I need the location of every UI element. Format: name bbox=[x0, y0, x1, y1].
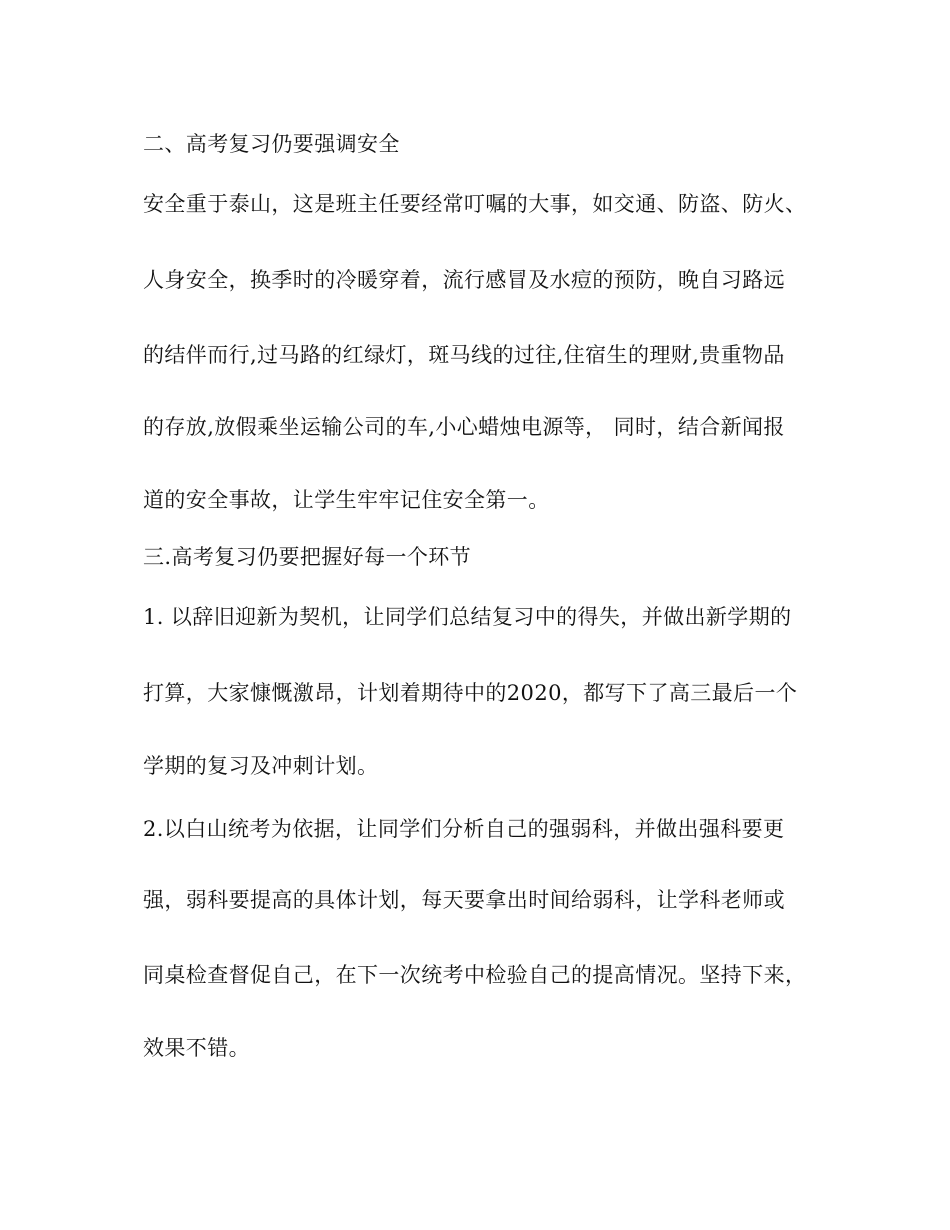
paragraph-line: 1. 以辞旧迎新为契机，让同学们总结复习中的得失，并做出新学期的 bbox=[143, 605, 792, 629]
paragraph-line: 强，弱科要提高的具体计划，每天要拿出时间给弱科，让学科老师或 bbox=[143, 888, 785, 912]
paragraph-line: 的存放,放假乘坐运输公司的车,小心蜡烛电源等， 同时，结合新闻报 bbox=[143, 415, 785, 439]
paragraph-line: 学期的复习及冲刺计划。 bbox=[143, 754, 379, 778]
paragraph-line: 人身安全，换季时的冷暖穿着，流行感冒及水痘的预防，晚自习路远 bbox=[143, 268, 785, 292]
paragraph-line: 安全重于泰山，这是班主任要经常叮嘱的大事，如交通、防盗、防火、 bbox=[143, 192, 807, 216]
paragraph-line: 2.以白山统考为依据，让同学们分析自己的强弱科，并做出强科要更 bbox=[143, 817, 785, 841]
paragraph-line: 同桌检查督促自己，在下一次统考中检验自己的提高情况。坚持下来， bbox=[143, 963, 807, 987]
paragraph-line: 道的安全事故，让学生牢牢记住安全第一。 bbox=[143, 488, 550, 512]
paragraph-line: 的结伴而行,过马路的红绿灯，斑马线的过往,住宿生的理财,贵重物品 bbox=[143, 343, 785, 367]
section-heading-safety: 二、高考复习仍要强调安全 bbox=[143, 132, 400, 156]
section-heading-steps: 三.高考复习仍要把握好每一个环节 bbox=[143, 545, 472, 569]
paragraph-line: 打算，大家慷慨激昂，计划着期待中的2020，都写下了高三最后一个 bbox=[143, 681, 798, 705]
paragraph-line: 效果不错。 bbox=[143, 1036, 250, 1060]
